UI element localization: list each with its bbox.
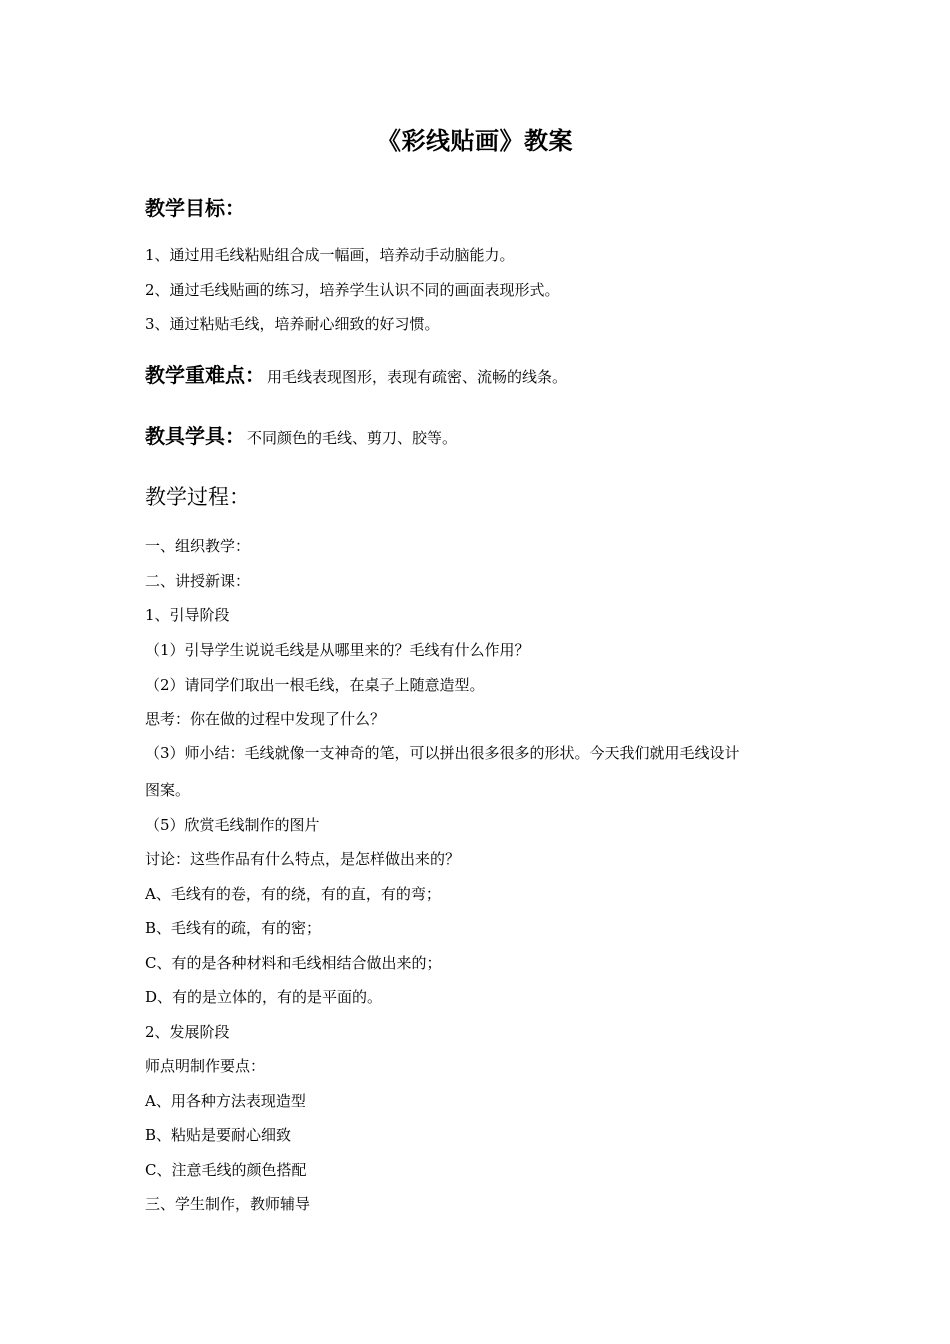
objectives-heading: 教学目标： bbox=[145, 196, 245, 220]
materials-section bbox=[145, 421, 457, 453]
process-line: 二、讲授新课： bbox=[145, 572, 251, 590]
key-points-text: 用毛线表现图形，表现有疏密、流畅的线条。 bbox=[267, 368, 568, 386]
process-line: B、毛线有的疏，有的密； bbox=[145, 919, 322, 937]
process-line: 讨论：这些作品有什么特点，是怎样做出来的？ bbox=[145, 850, 461, 868]
process-line: 一、组织教学： bbox=[145, 537, 251, 555]
objective-item-3: 3、通过粘贴毛线，培养耐心细致的好习惯。 bbox=[145, 315, 440, 333]
process-line: 三、学生制作，教师辅导 bbox=[145, 1195, 311, 1213]
process-line: 师点明制作要点： bbox=[145, 1057, 266, 1075]
process-heading: 教学过程： bbox=[145, 485, 250, 509]
objective-item-2: 2、通过毛线贴画的练习，培养学生认识不同的画面表现形式。 bbox=[145, 281, 560, 299]
process-line: A、用各种方法表现造型 bbox=[145, 1092, 306, 1110]
key-points-section bbox=[145, 360, 567, 392]
process-line: C、有的是各种材料和毛线相结合做出来的； bbox=[145, 954, 442, 972]
process-line: 思考：你在做的过程中发现了什么？ bbox=[145, 710, 386, 728]
process-line: B、粘贴是要耐心细致 bbox=[145, 1126, 292, 1144]
process-line: （2）请同学们取出一根毛线，在桌子上随意造型。 bbox=[145, 676, 485, 694]
process-line: D、有的是立体的，有的是平面的。 bbox=[145, 988, 383, 1006]
objective-item-1: 1、通过用毛线粘贴组合成一幅画，培养动手动脑能力。 bbox=[145, 246, 515, 264]
process-line: （5）欣赏毛线制作的图片 bbox=[145, 816, 320, 834]
process-line: A、毛线有的卷，有的绕，有的直，有的弯； bbox=[145, 885, 441, 903]
materials-heading: 教具学具： bbox=[145, 424, 245, 448]
key-points-heading: 教学重难点： bbox=[145, 363, 265, 387]
materials-text: 不同颜色的毛线、剪刀、胶等。 bbox=[247, 429, 458, 447]
process-line: 1、引导阶段 bbox=[145, 606, 230, 624]
process-line: （1）引导学生说说毛线是从哪里来的？毛线有什么作用？ bbox=[145, 641, 530, 659]
document-title: 《彩线贴画》教案 bbox=[377, 126, 573, 155]
process-line: 图案。 bbox=[145, 781, 191, 799]
process-line: （3）师小结：毛线就像一支神奇的笔，可以拼出很多很多的形状。今天我们就用毛线设计 bbox=[145, 744, 740, 762]
process-line: C、注意毛线的颜色搭配 bbox=[145, 1161, 307, 1179]
process-line: 2、发展阶段 bbox=[145, 1023, 230, 1041]
